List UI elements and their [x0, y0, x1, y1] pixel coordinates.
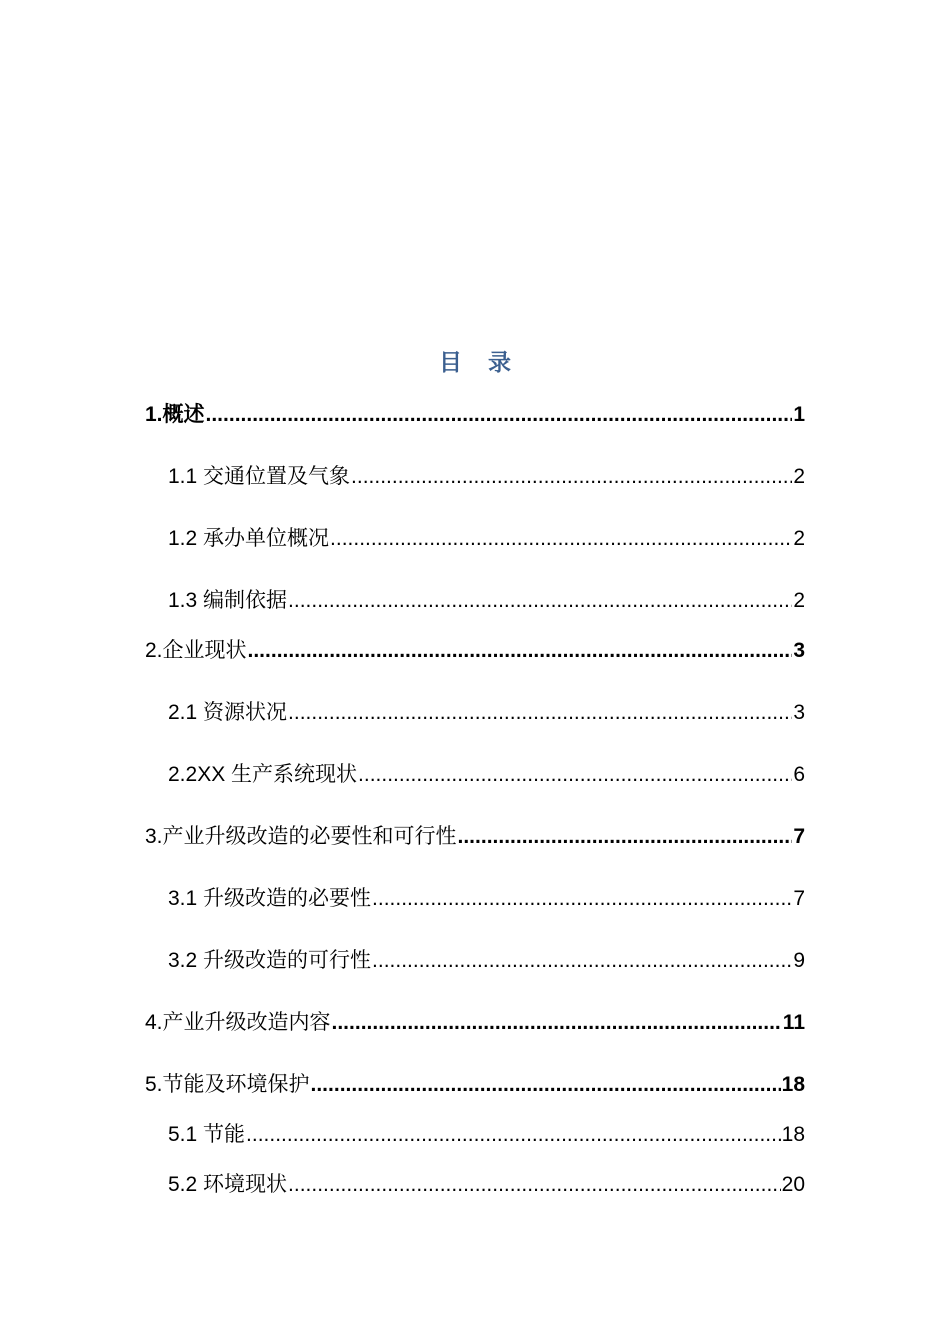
toc-entry-label: 3.产业升级改造的必要性和可行性 — [145, 825, 457, 848]
toc-entry-label: 1.1 交通位置及气象 — [168, 465, 351, 488]
toc-page-number: 18 — [781, 1073, 805, 1096]
toc-page-number: 18 — [781, 1123, 805, 1146]
toc-entry-1-3[interactable] — [168, 587, 805, 615]
toc-entry-label: 3.2 升级改造的可行性 — [168, 949, 372, 972]
toc-entry-2-2[interactable] — [168, 761, 805, 789]
toc-entry-label: 5.1 节能 — [168, 1123, 246, 1146]
toc-dot-leader — [351, 463, 792, 491]
toc-page-number: 3 — [793, 701, 805, 724]
toc-entry-label: 5.2 环境现状 — [168, 1173, 288, 1196]
toc-entry-3-2[interactable] — [168, 947, 805, 975]
toc-entry-label: 2.企业现状 — [145, 639, 247, 662]
toc-entry-label: 5.节能及环境保护 — [145, 1073, 310, 1096]
toc-entry-label: 3.1 升级改造的必要性 — [168, 887, 372, 910]
toc-dot-leader — [372, 947, 792, 975]
toc-page-number: 2 — [793, 465, 805, 488]
toc-entry-1[interactable] — [145, 401, 805, 429]
toc-page-number: 9 — [793, 949, 805, 972]
toc-page-number: 20 — [781, 1173, 805, 1196]
toc-entry-label: 1.3 编制依据 — [168, 589, 288, 612]
toc-dot-leader — [288, 587, 792, 615]
toc-entry-label: 1.2 承办单位概况 — [168, 527, 330, 550]
toc-dot-leader — [332, 1009, 782, 1037]
toc-dot-leader — [246, 1121, 781, 1149]
toc-entry-5-2[interactable] — [168, 1171, 805, 1199]
toc-title — [0, 344, 950, 377]
toc-entry-label: 2.1 资源状况 — [168, 701, 288, 724]
toc-entry-1-1[interactable] — [168, 463, 805, 491]
toc-entry-label: 1.概述 — [145, 403, 205, 426]
toc-dot-leader — [358, 761, 792, 789]
toc-page-number: 1 — [793, 403, 805, 426]
toc-page-number: 3 — [793, 639, 805, 662]
toc-dot-leader — [458, 823, 793, 851]
toc-dot-leader — [206, 401, 793, 429]
toc-entry-3[interactable] — [145, 823, 805, 851]
toc-dot-leader — [311, 1071, 781, 1099]
toc-dot-leader — [288, 699, 792, 727]
toc-page-number: 6 — [793, 763, 805, 786]
toc-entry-3-1[interactable] — [168, 885, 805, 913]
toc-dot-leader — [248, 637, 793, 665]
toc-entry-1-2[interactable] — [168, 525, 805, 553]
toc-dot-leader — [330, 525, 792, 553]
toc-dot-leader — [288, 1171, 781, 1199]
toc-page-number: 2 — [793, 527, 805, 550]
toc-page-number: 7 — [793, 825, 805, 848]
toc-title-part2: 录 — [488, 349, 511, 376]
toc-entry-label: 2.2XX 生产系统现状 — [168, 763, 358, 786]
toc-entry-2-1[interactable] — [168, 699, 805, 727]
toc-dot-leader — [372, 885, 792, 913]
toc-entry-label: 4.产业升级改造内容 — [145, 1011, 331, 1034]
toc-page-number: 2 — [793, 589, 805, 612]
toc-title-part1: 目 — [439, 349, 462, 376]
toc-entry-4[interactable] — [145, 1009, 805, 1037]
toc-page-number: 11 — [782, 1011, 805, 1034]
toc-entry-5[interactable] — [145, 1071, 805, 1099]
toc-entry-2[interactable] — [145, 637, 805, 665]
toc-page-number: 7 — [793, 887, 805, 910]
toc-entry-5-1[interactable] — [168, 1121, 805, 1149]
